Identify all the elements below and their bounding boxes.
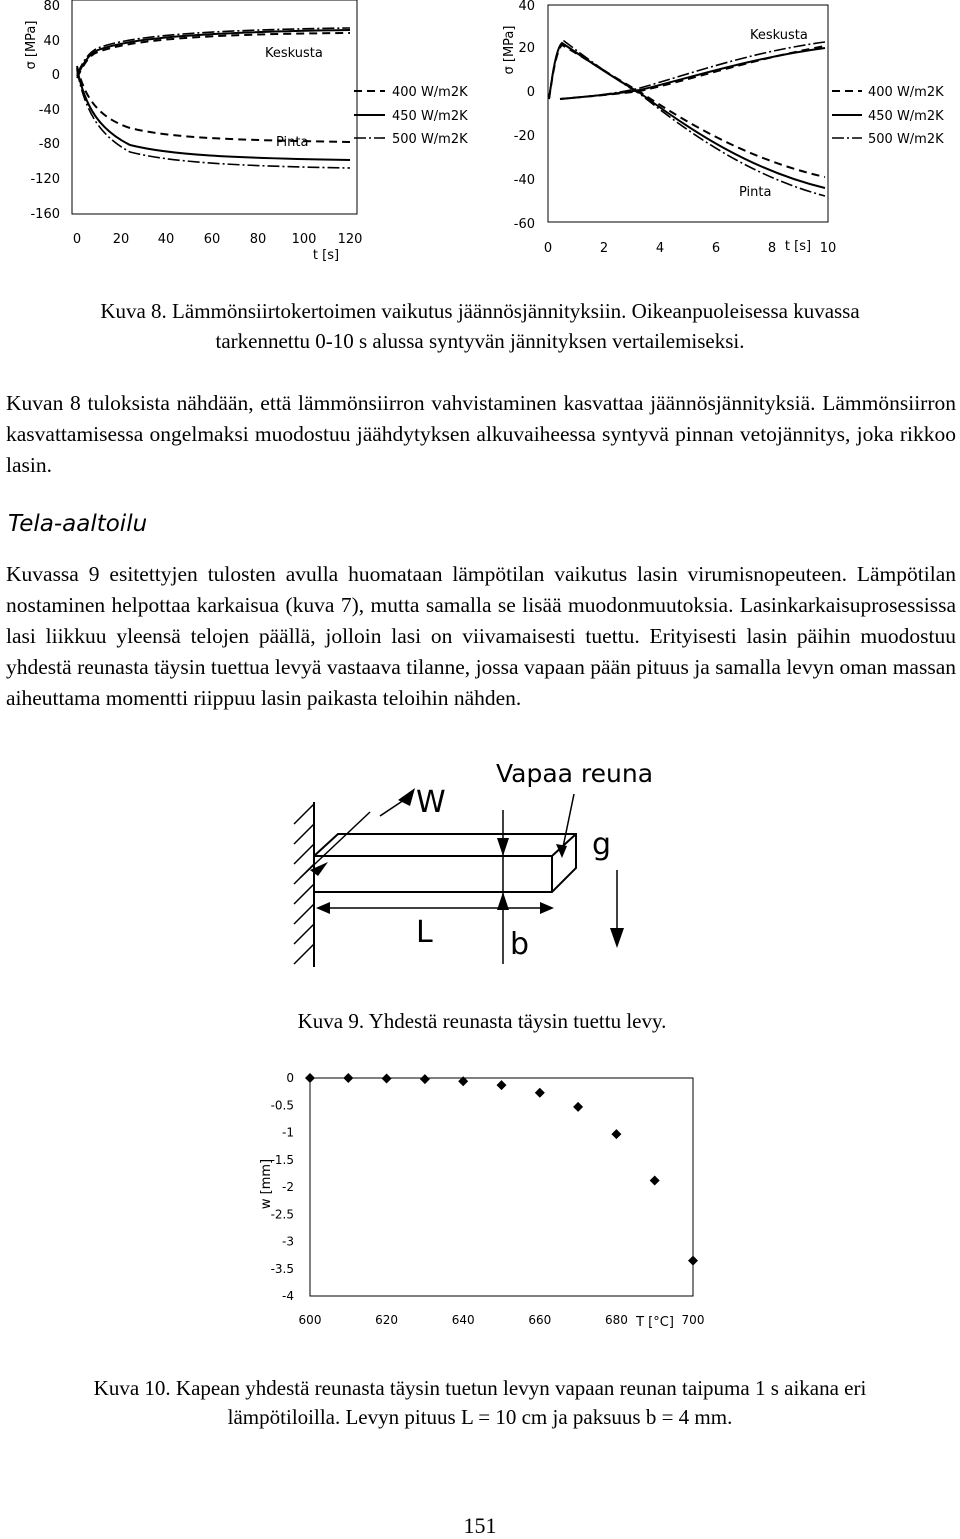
y-tick-label: -1.5 bbox=[270, 1152, 294, 1167]
data-point bbox=[688, 1256, 698, 1266]
x-tick-label: 700 bbox=[681, 1313, 705, 1327]
x-tick: 0 bbox=[543, 241, 553, 256]
figure8-left-chart bbox=[0, 0, 480, 270]
center-label: Keskusta bbox=[265, 46, 323, 61]
center-curve-500 bbox=[560, 42, 825, 99]
y-tick-label: -2 bbox=[282, 1180, 294, 1194]
y-tick-label: -2.5 bbox=[270, 1207, 294, 1222]
paragraph-1: Kuvan 8 tuloksista nähdään, että lämmönsiirron vahvistaminen kasvattaa jäännösjännityksiä. Lämmönsiirron kasvattamisessa ongelmaksi muodostuu jäähdytyksen alkuvaiheessa syntyvä pinnan vetojännitys, joka rikkoo lasin. bbox=[6, 391, 956, 477]
y-tick: -80 bbox=[38, 137, 60, 152]
data-point bbox=[650, 1175, 660, 1185]
y-tick-label: -1 bbox=[282, 1125, 294, 1140]
label-g: g bbox=[592, 827, 612, 862]
y-tick: 0 bbox=[526, 85, 535, 100]
wall-hatching bbox=[294, 804, 314, 964]
width-arrow-head bbox=[398, 788, 415, 806]
figure9-diagram bbox=[270, 752, 690, 972]
figure10-chart bbox=[240, 1066, 720, 1346]
label-free-edge: Vapaa reuna bbox=[496, 759, 654, 788]
figure10-caption-line1: Kuva 10. Kapean yhdestä reunasta täysin tuetun levyn vapaan reunan taipuma 1 s aikana eri bbox=[93, 1376, 867, 1400]
y-tick-label: 0 bbox=[286, 1071, 294, 1085]
beam-outline bbox=[314, 834, 576, 892]
figure8-caption-line1: Kuva 8. Lämmönsiirtokertoimen vaikutus jäännösjännityksiin. Oikeanpuoleisessa kuvassa bbox=[100, 299, 860, 323]
data-point bbox=[535, 1088, 545, 1098]
y-tick-label: -0.5 bbox=[270, 1098, 294, 1113]
x-tick: 6 bbox=[711, 241, 721, 256]
y-tick: 40 bbox=[518, 0, 535, 14]
y-tick: -40 bbox=[38, 103, 60, 118]
y-tick-label: -3.5 bbox=[270, 1261, 294, 1276]
y-tick: 20 bbox=[518, 41, 535, 56]
x-tick: 4 bbox=[655, 241, 665, 256]
length-arrow-right bbox=[540, 902, 554, 914]
y-tick: -60 bbox=[513, 217, 535, 232]
paragraph-2: Kuvassa 9 esitettyjen tulosten avulla huomataan lämpötilan vaikutus lasin virumisnopeuteen. Lämpötilan nostaminen helpottaa karkaisua (kuva 7), mutta samalla se lisää muodonmuutoksia. Lasinkarkaisuprosessissa lasi liikkuu yleensä telojen päällä, jolloin lasi on viivamaisesti tuettu. Erityisesti lasin päihin muodostuu yhdestä reunasta täysin tuettua levyä vastaava tilanne, jossa vapaan pään pituus ja samalla levyn oman massan aiheuttama momentti riippuu lasin paikasta teloihin nähden. bbox=[6, 562, 956, 710]
surface-curve-400 bbox=[77, 66, 350, 142]
legend-label: 500 W/m2K bbox=[868, 132, 944, 147]
page-number: 151 bbox=[463, 1513, 497, 1538]
y-tick: -40 bbox=[513, 173, 535, 188]
x-tick-label: 620 bbox=[375, 1313, 399, 1327]
x-axis-label: t [s] bbox=[312, 248, 340, 263]
y-tick: 80 bbox=[43, 0, 60, 14]
figure9-caption: Kuva 9. Yhdestä reunasta täysin tuettu levy. bbox=[297, 1009, 667, 1033]
surface-curve-450 bbox=[77, 68, 350, 160]
surface-label: Pinta bbox=[276, 135, 309, 150]
width-arrow-shaft bbox=[380, 796, 410, 816]
plot-frame bbox=[72, 0, 357, 214]
legend-label: 500 W/m2K bbox=[392, 132, 468, 147]
x-tick-label: 600 bbox=[298, 1313, 322, 1327]
y-tick: 0 bbox=[51, 68, 60, 83]
label-l: L bbox=[416, 915, 433, 950]
center-curve-450 bbox=[560, 48, 825, 99]
x-tick: 10 bbox=[819, 241, 837, 256]
figure10-caption-line2: lämpötiloilla. Levyn pituus L = 10 cm ja paksuus b = 4 mm. bbox=[227, 1405, 733, 1429]
surface-curve-500 bbox=[549, 41, 825, 196]
x-tick: 40 bbox=[157, 232, 175, 247]
section-heading: Tela-aaltoilu bbox=[8, 511, 148, 537]
label-b: b bbox=[510, 927, 530, 962]
x-tick: 120 bbox=[337, 232, 363, 247]
data-point bbox=[497, 1080, 507, 1090]
x-tick: 80 bbox=[249, 232, 267, 247]
x-tick-label: 640 bbox=[451, 1313, 475, 1327]
x-tick: 100 bbox=[291, 232, 317, 247]
legend-label: 400 W/m2K bbox=[868, 85, 944, 100]
data-point bbox=[573, 1102, 583, 1112]
figure8-caption-line2: tarkennettu 0-10 s alussa syntyvän jännityksen vertailemiseksi. bbox=[215, 329, 745, 353]
length-arrow-left bbox=[316, 902, 330, 914]
y-axis-label: σ [MPa] bbox=[24, 20, 39, 70]
x-tick: 0 bbox=[72, 232, 82, 247]
legend-label: 450 W/m2K bbox=[392, 109, 468, 124]
plot-frame bbox=[310, 1078, 693, 1296]
data-point bbox=[382, 1074, 392, 1084]
data-points bbox=[305, 1073, 698, 1266]
center-label: Keskusta bbox=[750, 28, 808, 43]
surface-curve-400 bbox=[549, 45, 825, 177]
thickness-arrow-bottom bbox=[497, 892, 509, 910]
y-axis-label: w [mm] bbox=[259, 1158, 274, 1210]
y-tick: -20 bbox=[513, 129, 535, 144]
gravity-arrow-head bbox=[610, 928, 624, 948]
label-w: W bbox=[416, 785, 446, 820]
y-tick: 40 bbox=[43, 34, 60, 49]
data-point bbox=[305, 1073, 315, 1083]
data-point bbox=[420, 1074, 430, 1084]
y-ticks bbox=[271, 1071, 294, 1303]
x-axis-label: T [°C] bbox=[636, 1315, 674, 1330]
x-tick-label: 680 bbox=[604, 1313, 628, 1327]
surface-label: Pinta bbox=[739, 185, 772, 200]
x-tick: 20 bbox=[112, 232, 130, 247]
y-tick-label: -4 bbox=[282, 1289, 294, 1303]
x-axis-label: t [s] bbox=[784, 239, 812, 254]
y-axis-label: σ [MPa] bbox=[502, 25, 517, 75]
data-point bbox=[611, 1129, 621, 1139]
x-tick: 60 bbox=[203, 232, 221, 247]
data-point bbox=[343, 1073, 353, 1083]
surface-curve-500 bbox=[77, 70, 350, 168]
legend-label: 400 W/m2K bbox=[392, 85, 468, 100]
surface-curve-450 bbox=[549, 43, 825, 188]
y-tick-label: -3 bbox=[282, 1234, 294, 1249]
x-tick: 2 bbox=[599, 241, 609, 256]
x-tick-label: 660 bbox=[528, 1313, 552, 1327]
x-tick: 8 bbox=[767, 241, 777, 256]
legend-label: 450 W/m2K bbox=[868, 109, 944, 124]
figure8-right-chart bbox=[480, 0, 960, 270]
y-tick: -160 bbox=[30, 207, 60, 222]
y-tick: -120 bbox=[30, 172, 60, 187]
